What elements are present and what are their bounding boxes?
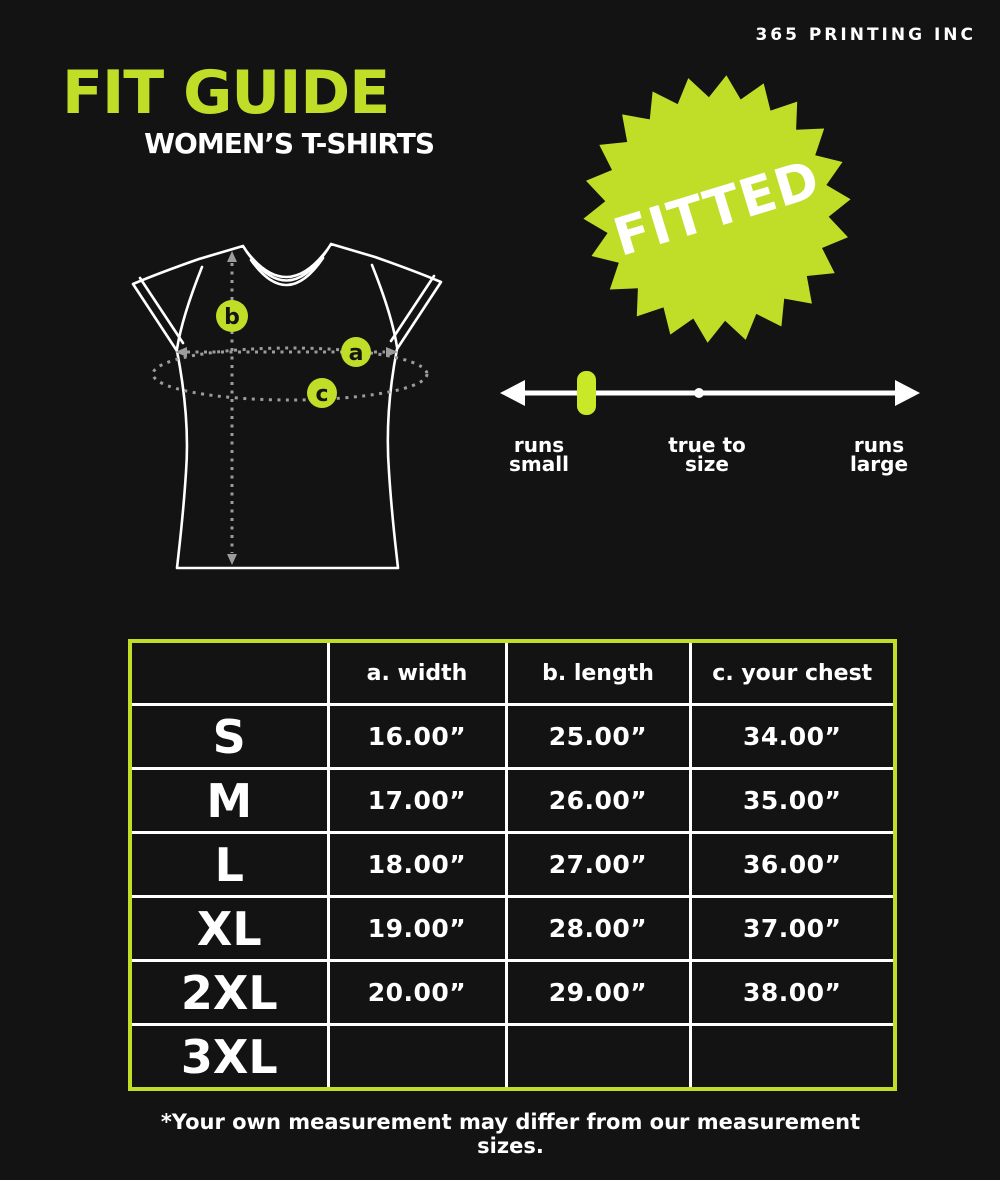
chest-value: 38.00” — [690, 961, 895, 1025]
length-value: 26.00” — [506, 769, 690, 833]
size-label: 2XL — [130, 961, 328, 1025]
chest-value: 34.00” — [690, 705, 895, 769]
chest-value: 37.00” — [690, 897, 895, 961]
tshirt-diagram — [115, 222, 460, 597]
brand-text: 365 PRINTING INC — [755, 25, 976, 45]
size-label: L — [130, 833, 328, 897]
marker-a-label: a — [348, 341, 364, 366]
header-size-blank — [130, 641, 328, 705]
scale-label-runs-large — [838, 433, 920, 476]
size-label: M — [130, 769, 328, 833]
right-cuff-line — [391, 276, 434, 341]
length-arrow-up — [227, 251, 237, 262]
chest-value — [690, 1025, 895, 1090]
scale-label-true-to-size — [657, 433, 757, 476]
true-to-size-line1: true to — [668, 433, 746, 457]
collar-band-line — [247, 250, 327, 277]
length-value: 29.00” — [506, 961, 690, 1025]
table-row-3xl — [130, 1025, 895, 1090]
measurement-disclaimer: *Your own measurement may differ from our measurement sizes. — [160, 1110, 861, 1158]
fitted-badge — [567, 59, 867, 359]
size-label: XL — [130, 897, 328, 961]
header-chest: c. your chest — [690, 641, 895, 705]
right-armhole-seam — [372, 265, 397, 347]
scale-arrow-left-icon — [500, 380, 525, 406]
fitted-badge-label: FITTED — [607, 149, 827, 269]
runs-large-line2: large — [849, 452, 909, 476]
runs-small-line2: small — [509, 452, 569, 476]
page-title: FIT GUIDE — [62, 58, 390, 128]
fit-scale — [498, 358, 922, 430]
table-row-m — [130, 769, 895, 833]
chest-value: 36.00” — [690, 833, 895, 897]
length-value: 28.00” — [506, 897, 690, 961]
runs-small-line1: runs — [513, 433, 565, 457]
width-value: 18.00” — [328, 833, 506, 897]
table-row-xl — [130, 897, 895, 961]
chest-value: 35.00” — [690, 769, 895, 833]
size-table — [128, 639, 897, 1091]
width-value: 19.00” — [328, 897, 506, 961]
size-label: 3XL — [130, 1025, 328, 1090]
marker-b — [216, 300, 248, 332]
tshirt-outline-path — [133, 244, 441, 568]
width-value — [328, 1025, 506, 1090]
header-length: b. length — [506, 641, 690, 705]
table-row-l — [130, 833, 895, 897]
marker-c-label: c — [315, 382, 329, 407]
chest-measure-ellipse — [153, 348, 427, 400]
header-width: a. width — [328, 641, 506, 705]
table-row-s — [130, 705, 895, 769]
page-subtitle: WOMEN’S T-SHIRTS — [144, 127, 434, 160]
length-value: 27.00” — [506, 833, 690, 897]
marker-a — [341, 337, 371, 367]
width-value: 16.00” — [328, 705, 506, 769]
width-value: 17.00” — [328, 769, 506, 833]
title-block — [62, 58, 434, 160]
left-armhole-seam — [177, 267, 202, 349]
scale-center-dot — [694, 388, 704, 398]
scale-arrow-right-icon — [895, 380, 920, 406]
marker-b-label: b — [224, 305, 240, 330]
runs-large-line1: runs — [853, 433, 905, 457]
table-row-2xl — [130, 961, 895, 1025]
length-value — [506, 1025, 690, 1090]
marker-c — [307, 378, 337, 408]
length-value: 25.00” — [506, 705, 690, 769]
size-label: S — [130, 705, 328, 769]
scale-label-runs-small — [494, 433, 584, 476]
length-arrow-down — [227, 554, 237, 565]
left-cuff-line — [140, 278, 183, 343]
width-value: 20.00” — [328, 961, 506, 1025]
table-header-row — [130, 641, 895, 705]
scale-marker — [577, 371, 596, 415]
true-to-size-line2: size — [685, 452, 729, 476]
